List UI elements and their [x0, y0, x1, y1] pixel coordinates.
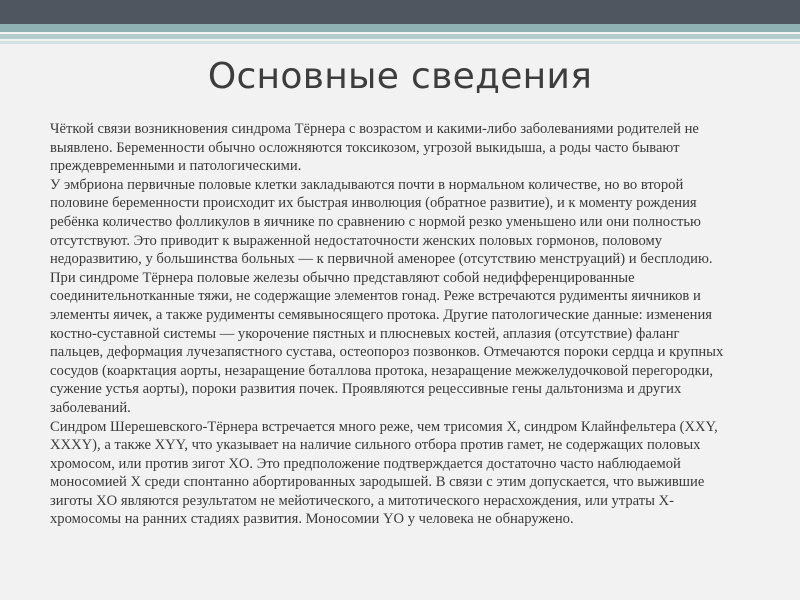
slide-body [50, 120, 730, 529]
slide-title: Основные сведения [207, 56, 593, 97]
paragraph-3: При синдроме Тёрнера половые железы обычно представляют собой недифференцированные соединительнотканные тяжи, не содержащие элементов гонад. Реже встречаются рудименты яичников и элементы яичек, а также рудименты семявыносящего протока. Другие патологические данные: изменения костно-суставной системы — укорочение пястных и плюсневых костей, аплазия (отсутствие) фаланг пальцев, деформация лучезапястного сустава, остеопороз позвонков. Отмечаются пороки сердца и крупных сосудов (коарктация аорты, незаращение боталлова протока, незаращение межжелудочковой перегородки, сужение устья аорты), пороки развития почек. Проявляются рецессивные гены дальтонизма и других заболеваний. [50, 269, 724, 416]
header-band [0, 0, 800, 24]
paragraph-2: У эмбриона первичные половые клетки закладываются почти в нормальном количестве, но во второй половине беременности происходит их быстрая инволюция (обратное развитие), и к моменту рождения ребёнка количество фолликулов в яичнике по сравнению с нормой резко уменьшено или они полностью отсутствуют. Это приводит к выраженной недостаточности женских половых гормонов, половому недоразвитию, у большинства больных — к первичной аменорее (отсутствию менструаций) и бесплодию. [50, 176, 713, 268]
header-accent-strip [0, 24, 800, 32]
header-accent-line-light [0, 41, 800, 44]
paragraph-1: Чёткой связи возникновения синдрома Тёрнера с возрастом и какими-либо заболеваниями родителей не выявлено. Беременности обычно осложняются токсикозом, угрозой выкидыша, а роды часто бывают преждевременными и патологическими. [50, 121, 699, 175]
header-accent-line [0, 34, 800, 39]
paragraph-4: Синдром Шерешевского-Тёрнера встречается много реже, чем трисомия X, синдром Клайнфельтера (XXY, XXXY), а также XYY, что указывает на наличие сильного отбора против гамет, не содержащих половых хромосом, или против зигот XO. Это предположение подтверждается достаточно часто наблюдаемой моносомией X среди спонтанно абортированных зародышей. В связи с этим допускается, что выжившие зиготы XO являются результатом не мейотического, а митотического нерасхождения, или утраты X-хромосомы на ранних стадиях развития. Моносомии YO у человека не обнаружено. [50, 418, 718, 528]
